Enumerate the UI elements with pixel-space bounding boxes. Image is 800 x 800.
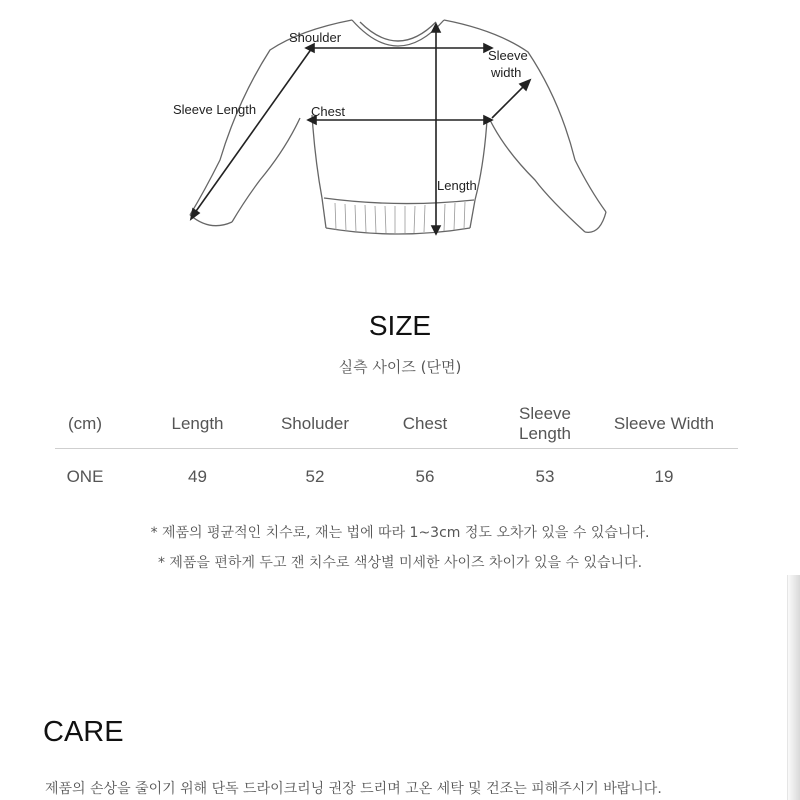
cell-sleeve-width: 19	[654, 467, 674, 486]
size-note: * 제품의 평균적인 치수로, 재는 법에 따라 1~3cm 정도 오차가 있을 수 있습니다.	[150, 525, 650, 541]
header-shoulder: Sholuder	[280, 414, 350, 433]
label-sleeve-width-line1: Sleeve	[488, 48, 528, 63]
label-sleeve-width-line2: width	[491, 65, 522, 80]
hem-ribbing	[335, 202, 465, 233]
cell-chest: 56	[415, 467, 435, 486]
size-title: SIZE	[368, 310, 432, 341]
cell-length: 49	[188, 467, 207, 486]
header-length: Length	[171, 414, 224, 433]
header-chest: Chest	[402, 414, 448, 433]
cell-sleeve-length: 53	[535, 467, 555, 486]
size-note: * 제품을 편하게 두고 잰 치수로 색상별 미세한 사이즈 차이가 있을 수 있습니다.	[157, 555, 643, 571]
header-sleeve-width: Sleeve Width	[613, 414, 715, 433]
size-table	[55, 400, 738, 505]
header-unit: (cm)	[68, 414, 102, 433]
table-row	[55, 449, 738, 505]
cell-size: ONE	[66, 467, 104, 486]
measurement-arrows	[191, 24, 530, 234]
scrollbar[interactable]	[787, 575, 800, 800]
label-length: Length	[437, 178, 477, 193]
size-table-header	[55, 400, 738, 449]
header-sleeve-length: Sleeve Length	[519, 404, 571, 443]
size-subtitle: 실측 사이즈 (단면)	[338, 358, 462, 376]
sweater-measurement-diagram	[0, 0, 800, 260]
sweater-illustration	[190, 20, 606, 234]
label-sleeve-length: Sleeve Length	[173, 102, 257, 117]
cell-shoulder: 52	[305, 467, 325, 486]
label-shoulder: Shoulder	[289, 30, 342, 45]
care-text: 제품의 손상을 줄이기 위해 단독 드라이크리닝 권장 드리며 고온 세탁 및 건조는 피해주시기 바랍니다.	[45, 781, 662, 797]
label-chest: Chest	[311, 104, 345, 119]
care-title: CARE	[43, 716, 124, 748]
size-notes	[0, 518, 800, 578]
